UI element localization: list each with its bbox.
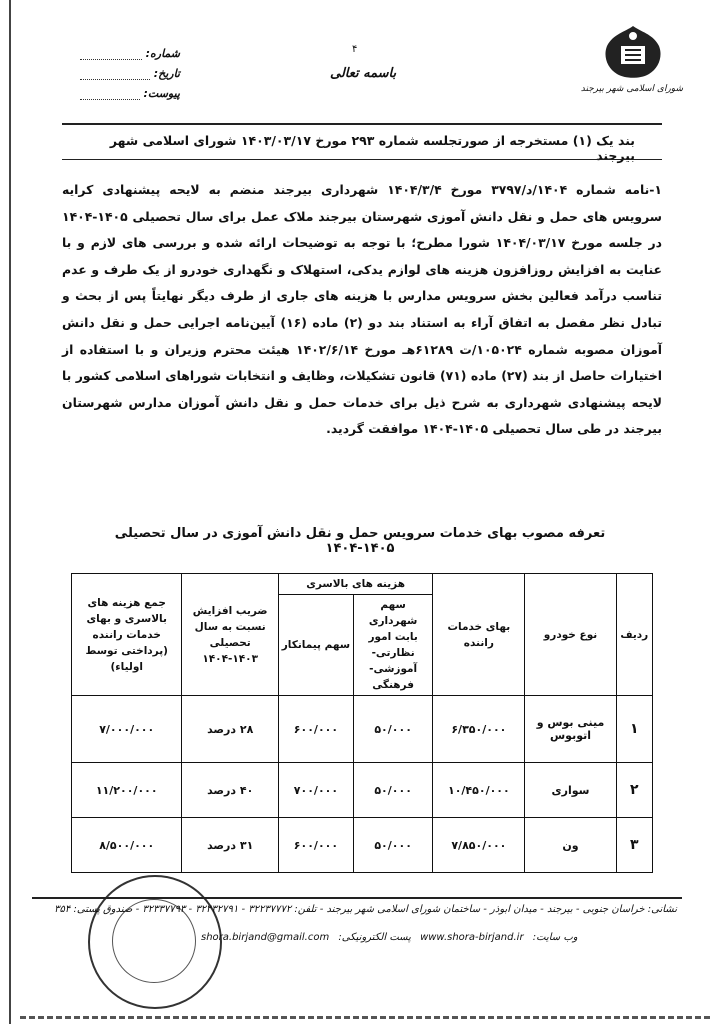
col-driver-fee: بهای خدمات راننده (433, 574, 525, 696)
website-label: وب سایت: (532, 932, 578, 943)
col-increase: ضریب افزایش نسبت به سال تحصیلی ۱۴۰۳-۱۴۰۴ (182, 574, 278, 696)
tariff-table (71, 573, 653, 873)
cell-increase: ۲۸ درصد (182, 696, 278, 763)
email-label: پست الکترونیکی: (338, 932, 411, 943)
footer-address: نشانی: خراسان جنوبی - بیرجند - میدان ابوذر - ساختمان شورای اسلامی شهر بیرجند - تلفن: ۳۲۲۳۷۷۷۲ - ۳۲۴۳۲۷۹۱ - ۳۲۳۳۷۷۹۳ - صندوق پستی: ۳۵۴ (54, 904, 677, 915)
council-logo (580, 24, 683, 114)
col-overhead: هزینه های بالاسری (278, 574, 432, 595)
cell-total: ۷/۰۰۰/۰۰۰ (72, 696, 182, 763)
table-row (72, 763, 653, 818)
number-label: شماره: (145, 47, 180, 60)
cell-driver-fee: ۷/۸۵۰/۰۰۰ (433, 818, 525, 873)
cell-row: ۱ (616, 696, 652, 763)
cell-row: ۲ (616, 763, 652, 818)
bismillah: باسمه تعالی (330, 66, 397, 81)
cell-municipality-share: ۵۰/۰۰۰ (353, 763, 432, 818)
table-title: تعرفه مصوب بهای خدمات سرویس حمل و نقل دانش آموزی در سال تحصیلی ۱۴۰۵-۱۴۰۴ (114, 526, 606, 556)
letter-meta-fields (80, 40, 180, 100)
col-total: جمع هزینه های بالاسری و بهای خدمات راننده (پرداختی توسط اولیاء) (72, 574, 182, 696)
col-contractor-share: سهم پیمانکار (278, 595, 353, 696)
scan-bottom-edge (20, 1016, 710, 1019)
cell-municipality-share: ۵۰/۰۰۰ (353, 818, 432, 873)
scan-edge-line (9, 0, 11, 1024)
number-field (80, 40, 180, 60)
footer-contact (195, 932, 578, 943)
col-vehicle: نوع خودرو (525, 574, 616, 696)
logo-caption: شورای اسلامی شهر بیرجند (580, 84, 683, 94)
table-header-row (72, 574, 653, 595)
footer-divider (32, 897, 682, 899)
cell-contractor-share: ۶۰۰/۰۰۰ (278, 818, 353, 873)
date-field (80, 60, 180, 80)
table-row (72, 818, 653, 873)
header-divider (62, 123, 662, 125)
cell-vehicle: سواری (525, 763, 616, 818)
cell-municipality-share: ۵۰/۰۰۰ (353, 696, 432, 763)
date-label: تاریخ: (153, 67, 180, 80)
attachment-label: پیوست: (143, 87, 180, 100)
cell-vehicle: مینی بوس و اتوبوس (525, 696, 616, 763)
cell-row: ۳ (616, 818, 652, 873)
col-row: ردیف (616, 574, 652, 696)
cell-total: ۱۱/۲۰۰/۰۰۰ (72, 763, 182, 818)
cell-vehicle: ون (525, 818, 616, 873)
cell-total: ۸/۵۰۰/۰۰۰ (72, 818, 182, 873)
table-row (72, 696, 653, 763)
resolution-body: ۱-نامه شماره ۱۴۰۴/د/۳۷۹۷ مورخ ۱۴۰۴/۳/۴ شهرداری بیرجند منضم به لایحه پیشنهادی کرایه سرویس های حمل و نقل دانش آموزی شهرستان بیرجند ملاک عمل برای سال تحصیلی ۱۴۰۵-۱۴۰۴ در جلسه مورخ ۱۴۰۴/۰۳/۱۷ شورا مطرح؛ با توجه به توضیحات ارائه شده و بررسی های لازم و با عنایت به افزایش روزافزون هزینه های لوازم یدکی، استهلاک و نگهداری خودرو از یک طرف و عدم تناسب درآمد فعالین بخش سرویس مدارس با هزینه های جاری از طرف دیگر نهایتاً پس از بحث و تبادل نظر مفصل به اتفاق آراء به استناد بند دو (۲) ماده (۱۶) آیین‌نامه اجرایی حمل و نقل دانش آموزان مصوبه شماره ۱۰۵۰۲۴/ت ۶۱۲۸۹هـ مورخ ۱۴۰۲/۶/۱۴ هیئت محترم وزیران و با استفاده از اختیارات حاصل از بند (۲۷) ماده (۷۱) قانون تشکیلات، وظایف و انتخابات شوراهای اسلامی کشور با لایحه پیشنهادی شهرداری به شرح ذیل برای خدمات حمل و نقل دانش آموزان مدارس شهرستان بیرجند در طی سال تحصیلی ۱۴۰۵-۱۴۰۴ موافقت گردید. (62, 182, 663, 437)
cell-driver-fee: ۱۰/۴۵۰/۰۰۰ (433, 763, 525, 818)
heading-divider (62, 159, 662, 160)
col-municipality-share: سهم شهرداری بابت امور نظارتی- آموزشی- فرهنگی (353, 595, 432, 696)
emblem-icon (601, 24, 665, 82)
cell-contractor-share: ۶۰۰/۰۰۰ (278, 696, 353, 763)
cell-increase: ۳۱ درصد (182, 818, 278, 873)
website-link[interactable]: www.shora-birjand.ir (420, 932, 524, 943)
header-mark: ۴ (352, 44, 358, 55)
cell-driver-fee: ۶/۳۵۰/۰۰۰ (433, 696, 525, 763)
email-link[interactable]: shora.birjand@gmail.com (201, 932, 330, 943)
attachment-field (80, 80, 180, 100)
resolution-heading: بند یک (۱) مستخرجه از صورتجلسه شماره ۲۹۳ مورخ ۱۴۰۳/۰۳/۱۷ شورای اسلامی شهر بیرجند (109, 133, 635, 163)
cell-contractor-share: ۷۰۰/۰۰۰ (278, 763, 353, 818)
cell-increase: ۴۰ درصد (182, 763, 278, 818)
